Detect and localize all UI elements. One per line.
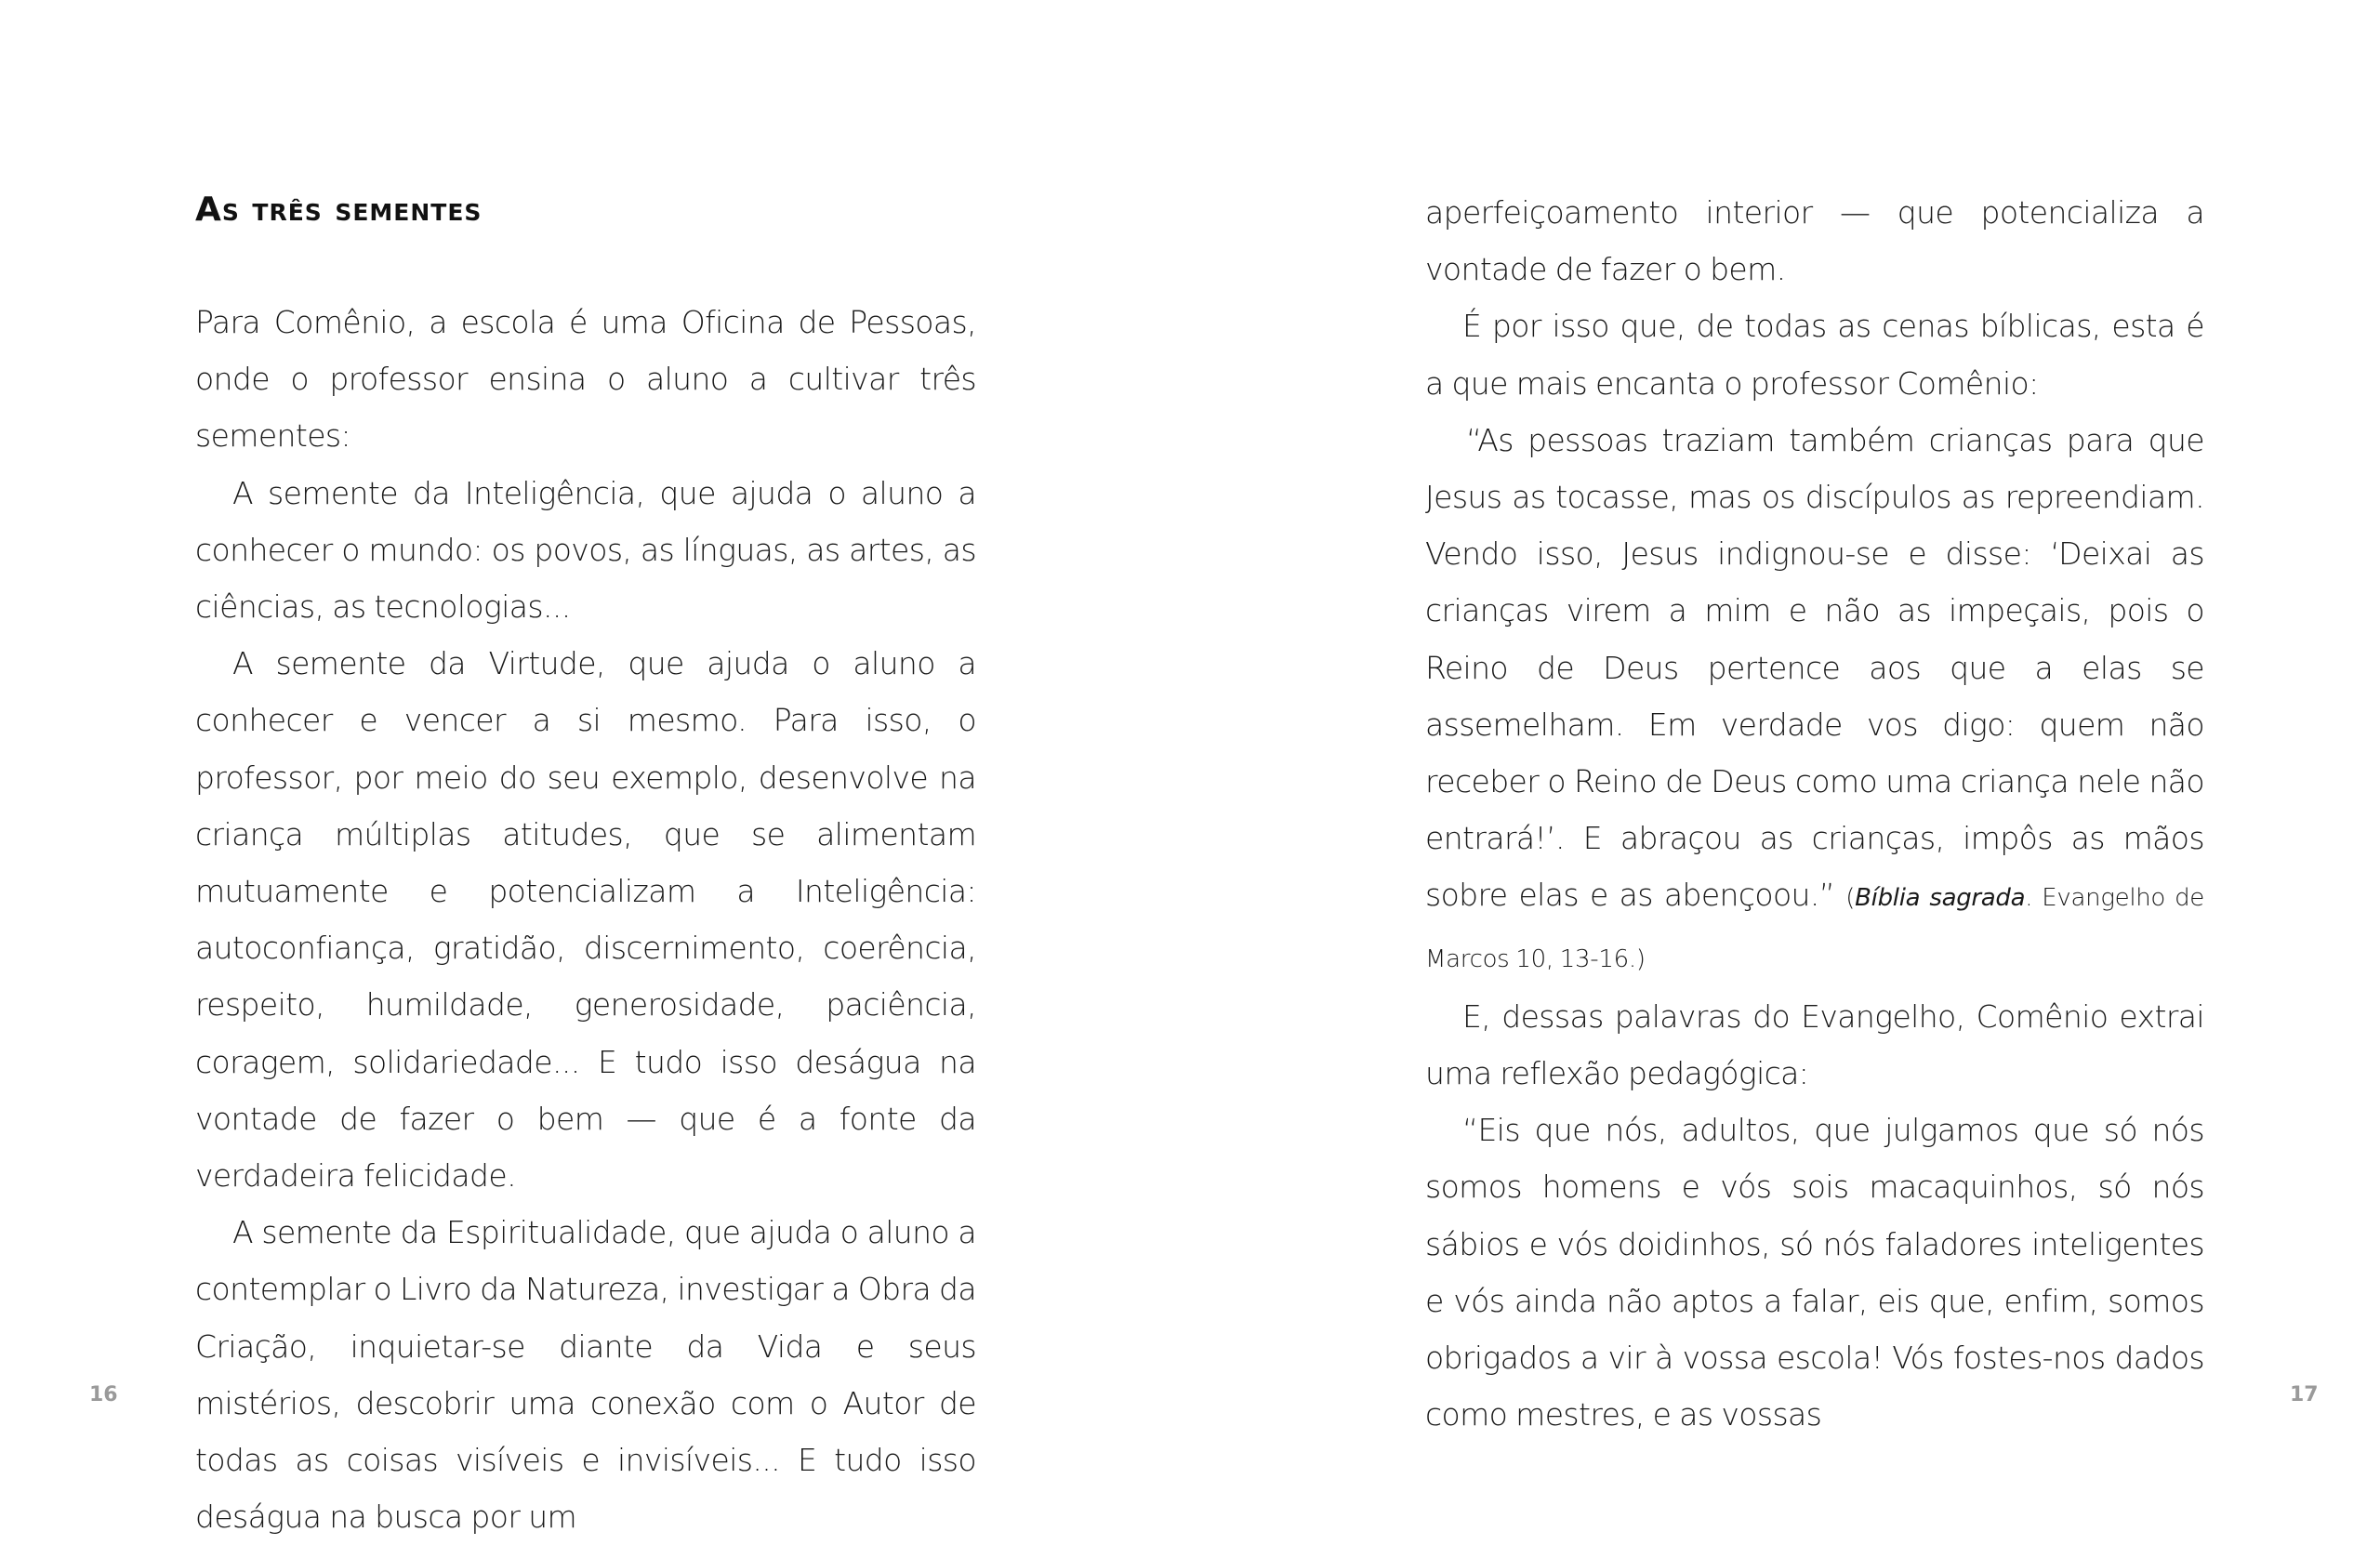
- page-number-right: 17: [2290, 1383, 2319, 1406]
- left-page: [0, 0, 1190, 1536]
- right-body-text: [1425, 184, 2204, 1443]
- bible-quote-text: “As pessoas traziam também crianças para que Jesus as tocasse, mas os discípulos as repreendiam. Vendo isso, Jesus indignou-se e disse: ‘Deixai as crianças virem a mim e não as impeçais, pois o Reino de Deus pertence aos que a elas se assemelham. Em verdade vos digo: quem não receber o Reino de Deus como uma criança nele não entrará!’. E abraçou as crianças, impôs as mãos sobre elas e as abençoou.”: [1425, 421, 2204, 914]
- page-number-left: 16: [89, 1383, 118, 1406]
- paragraph-cenas-biblicas: É por isso que, de todas as cenas bíblicas, esta é a que mais encanta o professor Comênio:: [1425, 308, 2204, 402]
- bible-quote: [1425, 412, 2204, 988]
- paragraph-espiritualidade: A semente da Espiritualidade, que ajuda o aluno a contemplar o Livro da Natureza, investigar a Obra da Criação, inquietar-se diante da Vida e seus mistérios, descobrir uma conexão com o Autor de todas as coisas visíveis e invisíveis... E tudo isso deságua na busca por um: [195, 1214, 976, 1536]
- paragraph-reflexao: E, dessas palavras do Evangelho, Comênio extrai uma reflexão pedagógica:: [1425, 997, 2204, 1092]
- left-body-text: [195, 294, 976, 1545]
- paragraph-virtude: A semente da Virtude, que ajuda o aluno a conhecer e vencer a si mesmo. Para isso, o professor, por meio do seu exemplo, desenvolve na criança múltiplas atitudes, que se alimentam mutuamente e potencializam a Inteligência: autoconfiança, gratidão, discernimento, coerência, respeito, humildade, generosidade, paciência, coragem, solidariedade... E tudo isso deságua na vontade de fazer o bem — que é a fonte da verdadeira felicidade.: [195, 645, 976, 1195]
- bible-citation: (Bíblia sagrada. Evangelho de Marcos 10, 13-16.): [1425, 884, 2204, 973]
- paragraph-continuation: aperfeiçoamento interior — que potencializa a vontade de fazer o bem.: [1425, 194, 2204, 288]
- paragraph-eis-que: “Eis que nós, adultos, que julgamos que só nós somos homens e vós sois macaquinhos, só nós sábios e vós doidinhos, só nós faladores inteligentes e vós ainda não aptos a falar, eis que, enfim, somos obrigados a vir à vossa escola! Vós fostes-nos dados como mestres, e as vossas: [1425, 1112, 2204, 1433]
- citation-title: Bíblia sagrada: [1855, 884, 2026, 913]
- right-page: [1190, 0, 2380, 1487]
- paragraph-intro: Para Comênio, a escola é uma Oficina de Pessoas, onde o professor ensina o aluno a cultivar três sementes:: [195, 304, 976, 455]
- chapter-heading: As três sementes: [195, 191, 483, 229]
- paragraph-inteligencia: A semente da Inteligência, que ajuda o aluno a conhecer o mundo: os povos, as línguas, as artes, as ciências, as tecnologias...: [195, 474, 976, 626]
